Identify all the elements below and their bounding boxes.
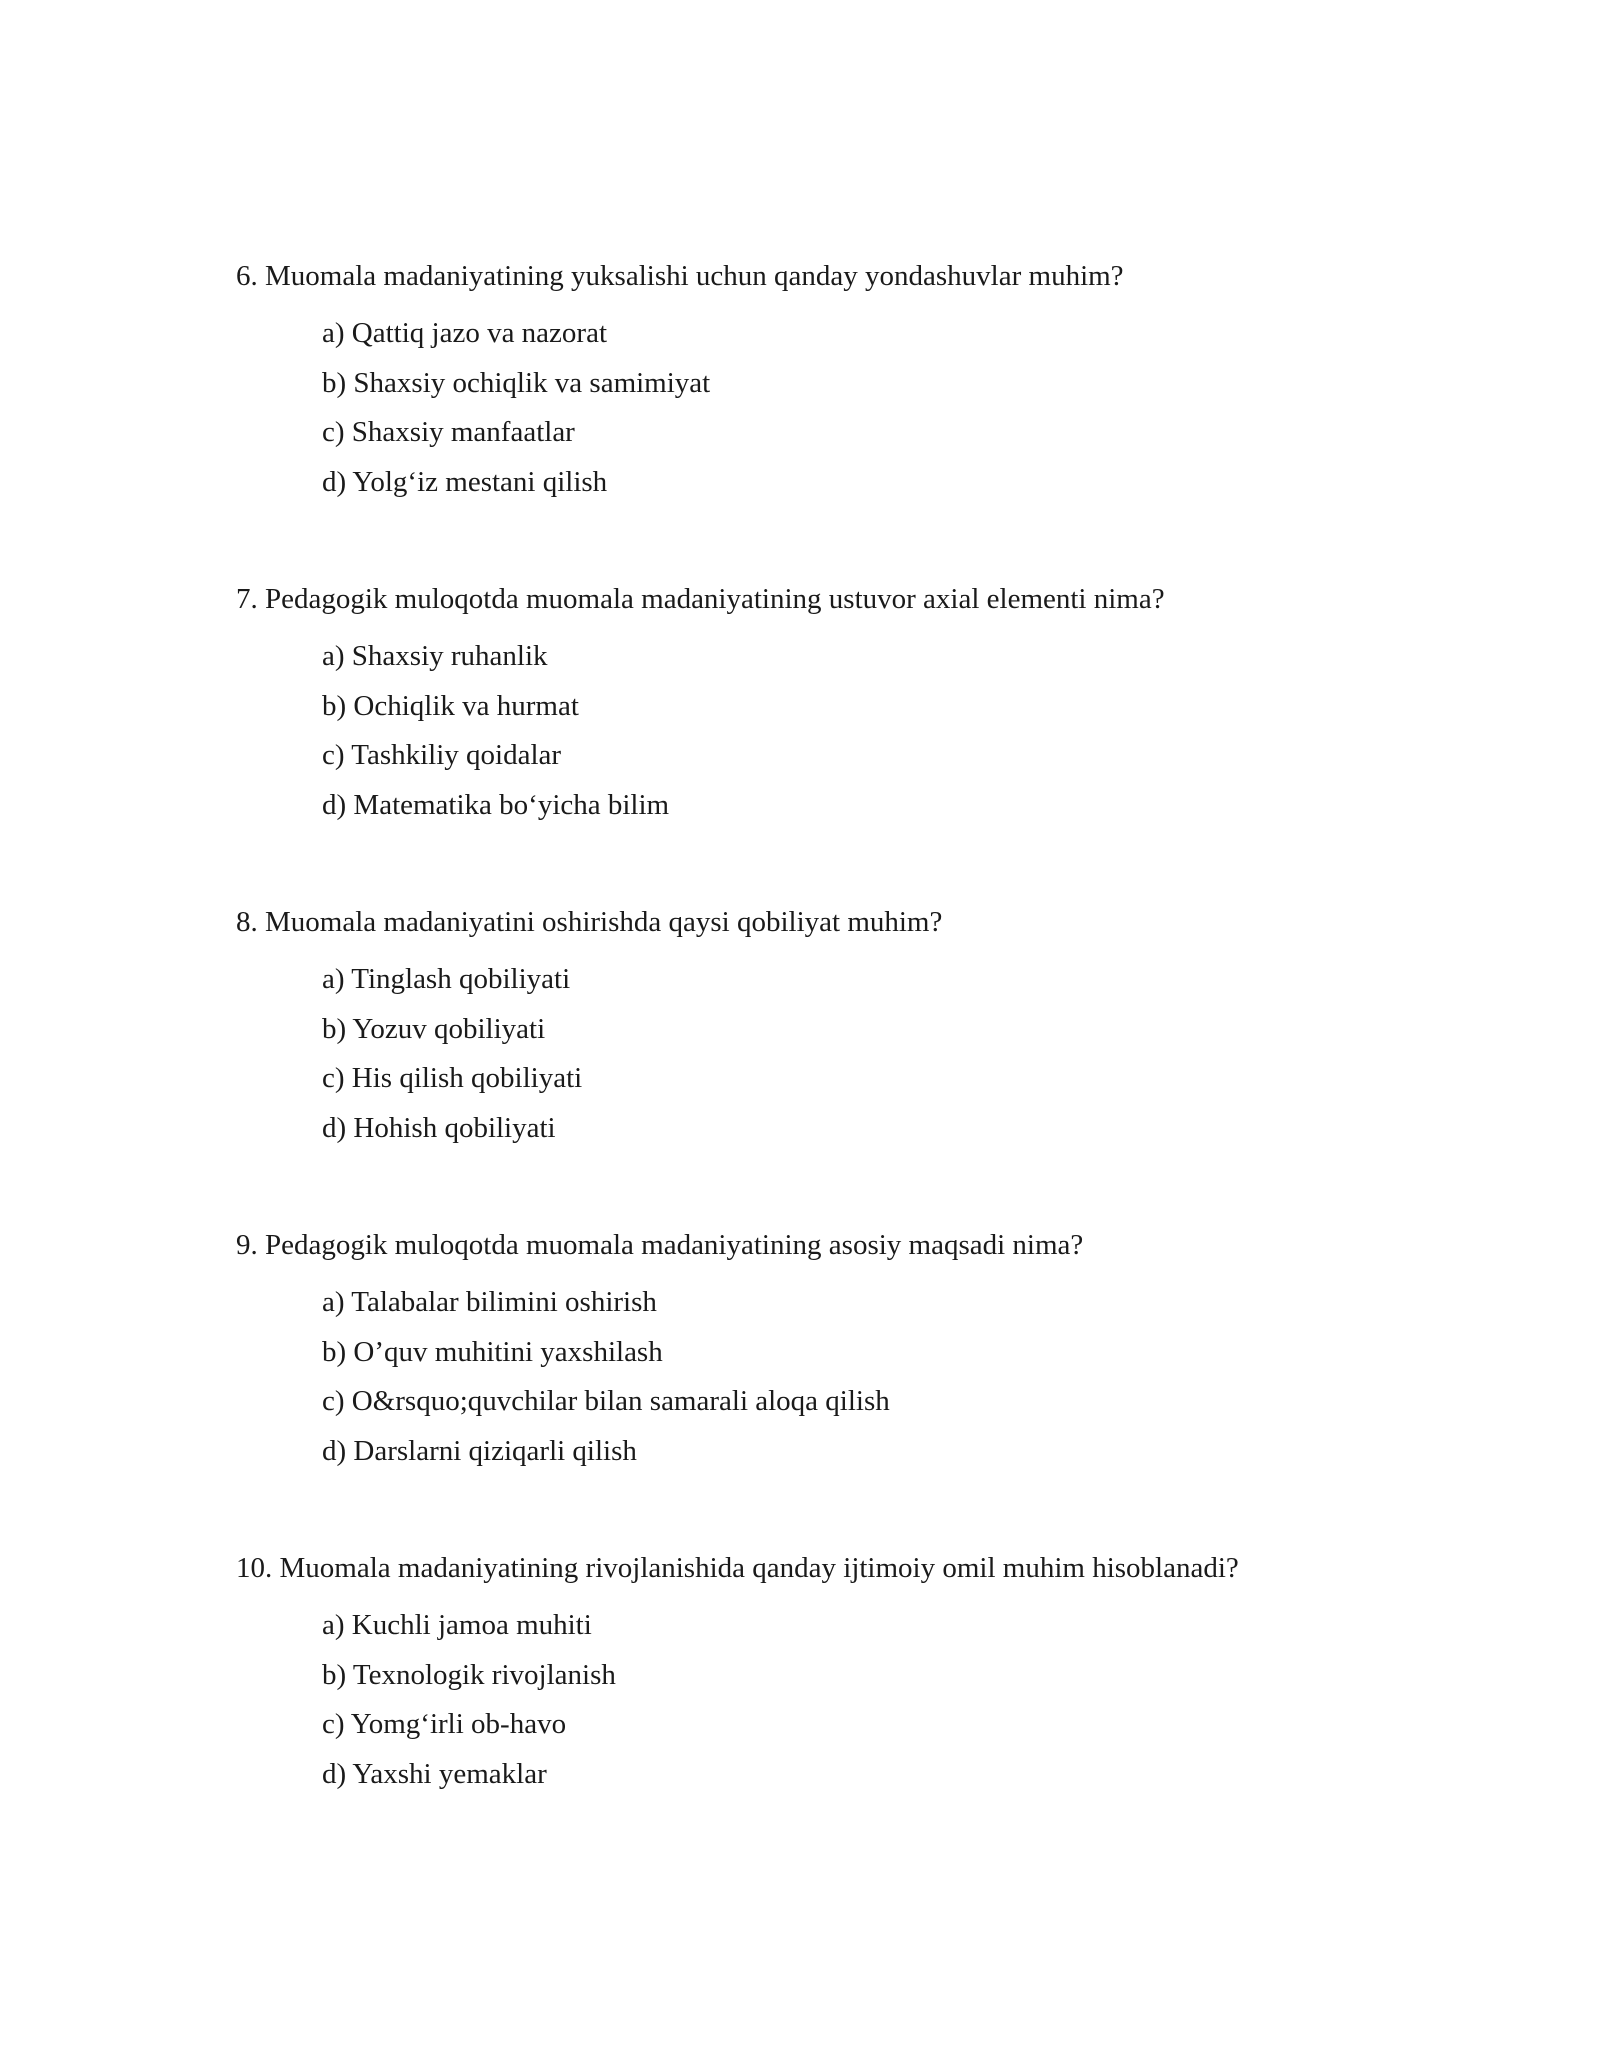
question-7	[236, 581, 1416, 836]
option-c: c) His qilish qobiliyati	[322, 1062, 583, 1094]
option-b: b) Texnologik rivojlanish	[322, 1658, 616, 1691]
option-d: d) Darslarni qiziqarli qilish	[322, 1434, 637, 1467]
option-b: b) Shaxsiy ochiqlik va samimiyat	[322, 366, 711, 399]
question-text: 9. Pedagogik muloqotda muomala madaniyatining asosiy maqsadi nima?	[236, 1229, 1084, 1261]
option-d: d) Yolg‘iz mestani qilish	[322, 465, 608, 498]
option-b: b) Yozuv qobiliyati	[322, 1012, 546, 1045]
answer-options	[322, 1607, 1416, 1805]
question-text: 7. Pedagogik muloqotda muomala madaniyatining ustuvor axial elementi nima?	[236, 583, 1165, 615]
option-b: b) O’quv muhitini yaxshilash	[322, 1335, 663, 1368]
answer-options	[322, 961, 1416, 1159]
answer-options	[322, 638, 1416, 836]
option-a: a) Tinglash qobiliyati	[322, 963, 571, 995]
question-9	[236, 1227, 1416, 1482]
option-a: a) Kuchli jamoa muhiti	[322, 1609, 592, 1641]
option-b: b) Ochiqlik va hurmat	[322, 689, 579, 722]
option-a: a) Shaxsiy ruhanlik	[322, 640, 548, 672]
option-c: c) Yomg‘irli ob-havo	[322, 1708, 567, 1740]
option-d: d) Yaxshi yemaklar	[322, 1757, 547, 1790]
option-c: c) Tashkiliy qoidalar	[322, 739, 562, 771]
question-text: 6. Muomala madaniyatining yuksalishi uchun qanday yondashuvlar muhim?	[236, 260, 1124, 292]
option-a: a) Qattiq jazo va nazorat	[322, 317, 608, 349]
answer-options	[322, 1284, 1416, 1482]
option-d: d) Hohish qobiliyati	[322, 1111, 556, 1144]
question-8	[236, 904, 1416, 1159]
answer-options	[322, 315, 1416, 513]
question-10	[236, 1550, 1416, 1805]
option-d: d) Matematika bo‘yicha bilim	[322, 788, 670, 821]
question-6	[236, 258, 1416, 513]
option-c: c) Shaxsiy manfaatlar	[322, 416, 575, 448]
question-text: 10. Muomala madaniyatining rivojlanishida qanday ijtimoiy omil muhim hisoblanadi?	[236, 1552, 1239, 1584]
question-text: 8. Muomala madaniyatini oshirishda qaysi qobiliyat muhim?	[236, 906, 943, 938]
option-c: c) O&rsquo;quvchilar bilan samarali aloqa qilish	[322, 1385, 890, 1417]
option-a: a) Talabalar bilimini oshirish	[322, 1286, 657, 1318]
